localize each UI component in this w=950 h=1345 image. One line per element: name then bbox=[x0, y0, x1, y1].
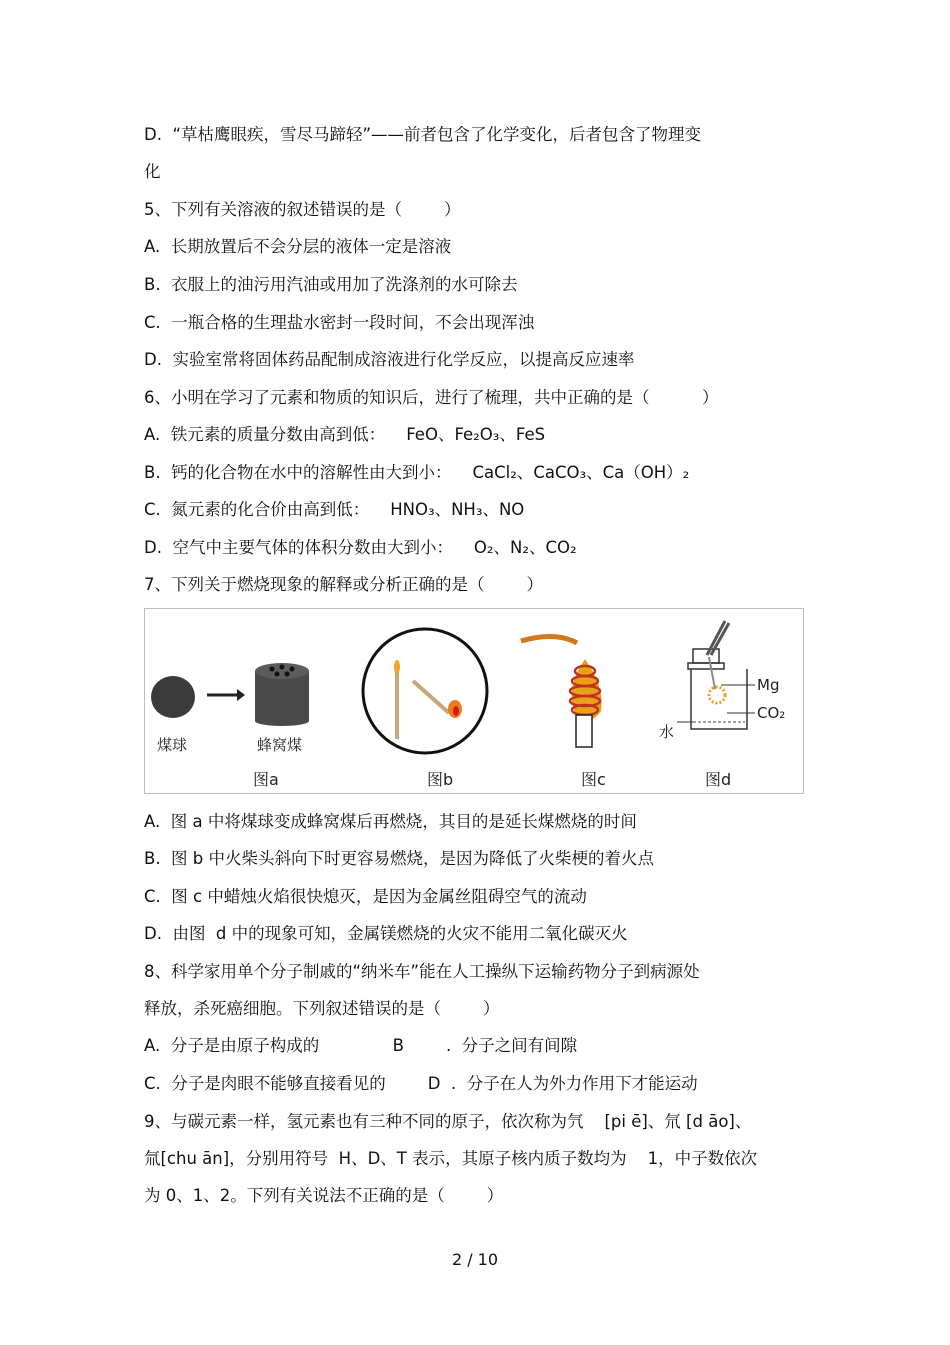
label-co2: CO₂ bbox=[757, 704, 786, 722]
flame-core-icon bbox=[453, 706, 459, 716]
question-9: 9、与碳元素一样，氢元素也有三种不同的原子，依次称为氕 [pi ē]、氘 [d āo]、 bbox=[144, 1112, 752, 1131]
arrow-head-icon bbox=[237, 689, 245, 701]
option-b: B. 衣服上的油污用汽油或用加了洗涤剂的水可除去 bbox=[144, 275, 518, 294]
figure-drawing bbox=[145, 609, 805, 795]
label-water: 水 bbox=[659, 723, 675, 741]
options-a-b: A. 分子是由原子构成的 B . 分子之间有间隙 bbox=[144, 1036, 578, 1055]
option-a: A. 图 a 中将煤球变成蜂窝煤后再燃烧，其目的是延长煤燃烧的时间 bbox=[144, 812, 637, 831]
question-8: 8、科学家用单个分子制戚的“纳米车”能在人工操纵下运输药物分子到病源处 bbox=[144, 962, 700, 981]
question-6: 6、小明在学习了元素和物质的知识后，进行了梳理，共中正确的是（ ） bbox=[144, 388, 719, 407]
options-c-d: C. 分子是肉眼不能够直接看见的 D . 分子在人为外力作用下才能运动 bbox=[144, 1074, 698, 1093]
gas-bottle-icon bbox=[688, 649, 747, 729]
page-number: 2 / 10 bbox=[451, 1250, 499, 1269]
option-c: C. 图 c 中蜡烛火焰很快熄灭，是因为金属丝阻碍空气的流动 bbox=[144, 887, 587, 906]
label-coal-ball: 煤球 bbox=[157, 736, 188, 754]
tilted-match-icon bbox=[413, 681, 449, 713]
flame-icon bbox=[394, 660, 400, 674]
text-line: 释放，杀死癌细胞。下列叙述错误的是（ ） bbox=[144, 999, 500, 1018]
option-a: A. 铁元素的质量分数由高到低： FeO、Fe₂O₃、FeS bbox=[144, 425, 546, 444]
option-c: C. 一瓶合格的生理盐水密封一段时间，不会出现浑浊 bbox=[144, 313, 535, 332]
coal-ball-icon bbox=[151, 676, 195, 718]
option-c: C. 氮元素的化合价由高到低： HNO₃、NH₃、NO bbox=[144, 500, 525, 519]
option-d: D. 实验室常将固体药品配制成溶液进行化学反应，以提高反应速率 bbox=[144, 350, 635, 369]
text-line: 为 0、1、2。下列有关说法不正确的是（ ） bbox=[144, 1186, 504, 1205]
question-5: 5、下列有关溶液的叙述错误的是（ ） bbox=[144, 200, 461, 219]
combustion-figure bbox=[144, 608, 804, 794]
option-a: A. 长期放置后不会分层的液体一定是溶液 bbox=[144, 237, 452, 256]
candle-icon bbox=[576, 715, 592, 747]
caption-b: 图b bbox=[427, 770, 454, 789]
caption-d: 图d bbox=[705, 770, 732, 789]
text-line: D. “草枯鹰眼疾，雪尽马蹄轻”——前者包含了化学变化，后者包含了物理变 bbox=[144, 125, 702, 144]
text-line: 氚[chu ān]，分别用符号 H、D、T 表示，其原子核内质子数均为 1，中子数依次 bbox=[144, 1149, 758, 1168]
label-mg: Mg bbox=[757, 676, 780, 694]
caption-a: 图a bbox=[253, 770, 279, 789]
mg-ribbon-icon bbox=[709, 657, 715, 689]
option-b: B. 图 b 中火柴头斜向下时更容易燃烧，是因为降低了火柴梗的着火点 bbox=[144, 849, 655, 868]
option-d: D. 由图 d 中的现象可知，金属镁燃烧的火灾不能用二氧化碳灭火 bbox=[144, 924, 628, 943]
caption-c: 图c bbox=[581, 770, 606, 789]
option-b: B. 钙的化合物在水中的溶解性由大到小： CaCl₂、CaCO₃、Ca（OH）₂ bbox=[144, 463, 690, 482]
option-d: D. 空气中主要气体的体积分数由大到小： O₂、N₂、CO₂ bbox=[144, 538, 577, 557]
wire-handle-icon bbox=[521, 636, 577, 643]
honeycomb-coal-icon bbox=[255, 663, 309, 726]
burning-icon bbox=[709, 687, 725, 703]
tongs-icon bbox=[707, 621, 729, 655]
text-line: 化 bbox=[144, 162, 161, 181]
label-honeycomb: 蜂窝煤 bbox=[257, 736, 303, 754]
question-7: 7、下列关于燃烧现象的解释或分析正确的是（ ） bbox=[144, 575, 543, 594]
